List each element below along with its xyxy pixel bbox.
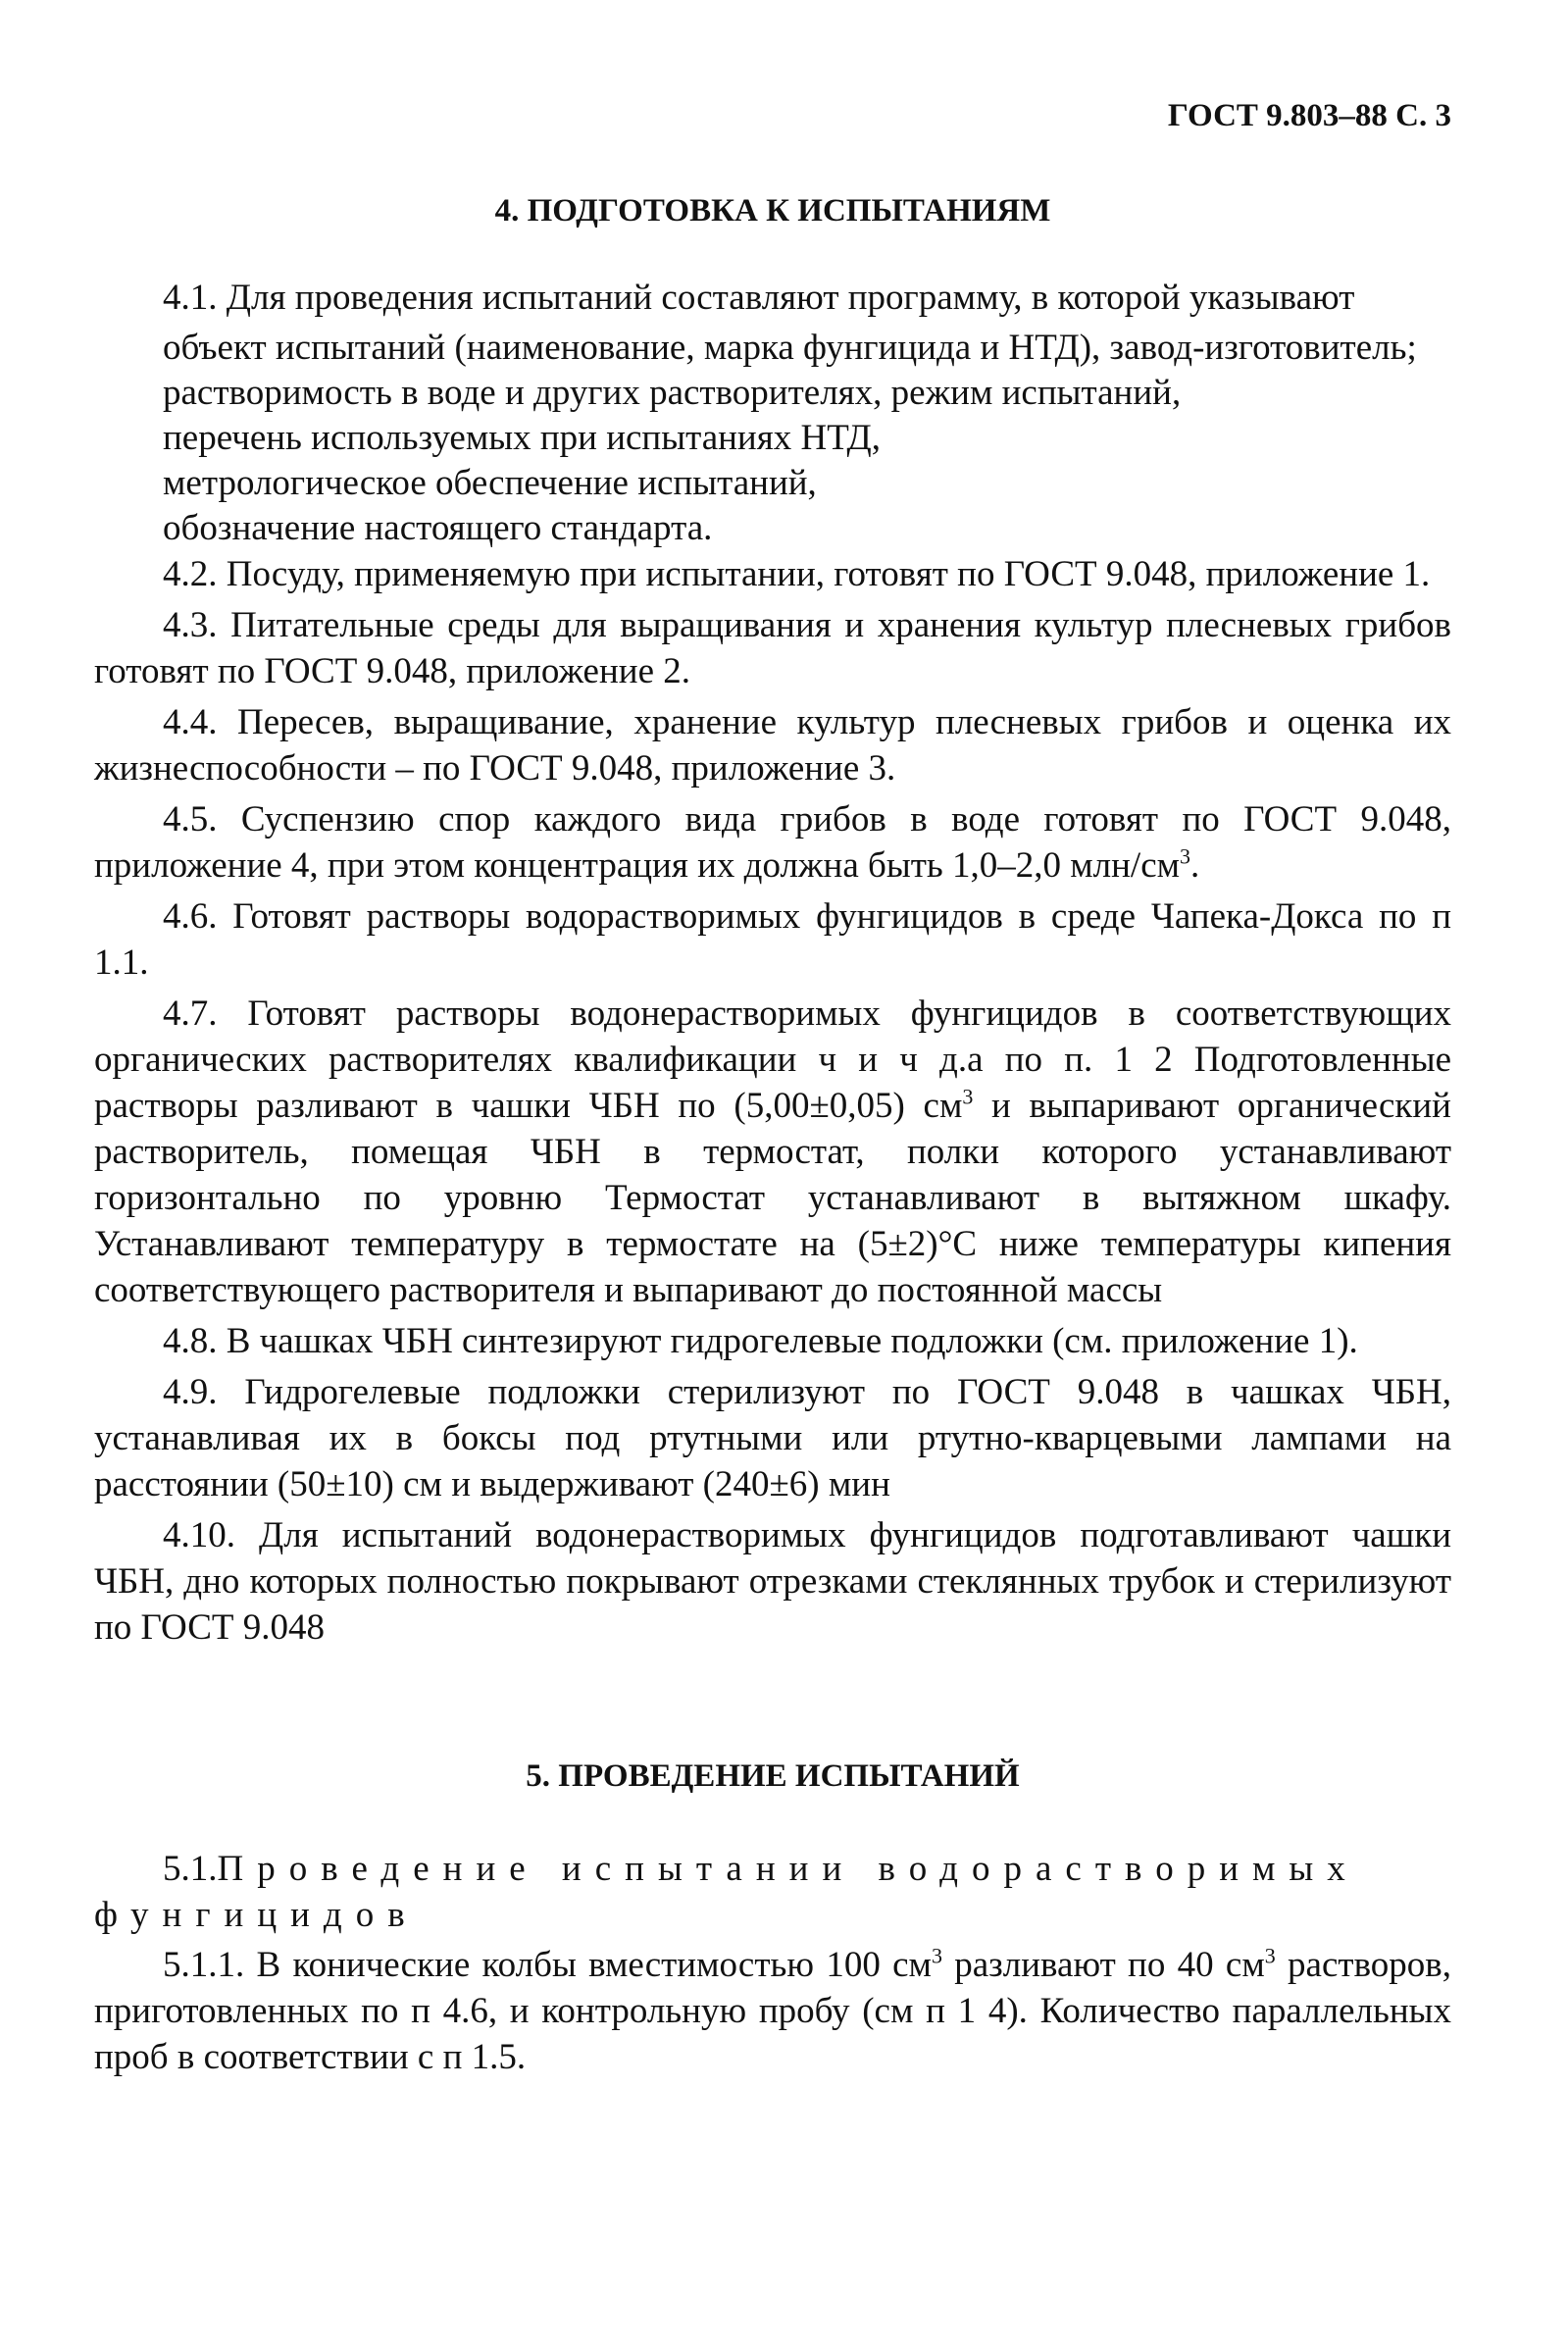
clause-4-1-item: обозначение настоящего стандарта. xyxy=(163,508,713,548)
clause-4-1-item: метрологическое обеспечение испытаний, xyxy=(163,463,817,503)
clause-4-1-intro: 4.1. Для проведения испытаний составляют программу, в которой указывают xyxy=(163,278,1355,318)
clause-4-1-item: перечень используемых при испытаниях НТД, xyxy=(163,418,881,458)
clause-4-1-list xyxy=(94,326,1451,551)
clause-4-6: 4.6. Готовят растворы водорастворимых фунгицидов в среде Чапека-Докса по п 1.1. xyxy=(94,896,1451,983)
clause-4-7 xyxy=(94,991,1451,1313)
clause-4-4: 4.4. Пересев, выращивание, хранение культур плесневых грибов и оценка их жизнеспособности – по ГОСТ 9.048, приложение 3. xyxy=(94,702,1451,789)
clause-5-1-1-part2: разливают по 40 см xyxy=(941,1945,1265,1985)
clause-4-5 xyxy=(94,796,1451,889)
clause-4-1-item: растворимость в воде и других растворителях, режим испытаний, xyxy=(163,373,1182,413)
clause-4-10: 4.10. Для испытаний водонерастворимых фунгицидов подготавливают чашки ЧБН, дно которых полностью покрывают отрезками стеклянных трубок и стерилизуют по ГОСТ 9.048 xyxy=(94,1515,1451,1648)
clause-5-1-1-part1: 5.1.1. В конические колбы вместимостью 100 см xyxy=(163,1945,932,1985)
clause-5-1-1 xyxy=(94,1942,1451,2080)
superscript: 3 xyxy=(1264,1943,1276,1968)
running-header: ГОСТ 9.803–88 С. 3 xyxy=(1167,98,1451,133)
document-page xyxy=(94,98,1451,2085)
section-4-title: 4. ПОДГОТОВКА К ИСПЫТАНИЯМ xyxy=(494,193,1051,229)
clause-4-5-text: 4.5. Суспензию спор каждого вида грибов в воде готовят по ГОСТ 9.048, приложение 4, при этом концентрация их должна быть 1,0–2,0 млн/см xyxy=(94,799,1451,886)
superscript: 3 xyxy=(1180,843,1191,869)
clause-4-7-part2: и выпаривают органический растворитель, помещая ЧБН в термостат, полки которого устанавливают горизонтально по уровню Термостат устанавливают в вытяжном шкафу. Устанавливают температуру в термостате на (5±2)°С ниже температуры кипения соответствующего растворителя и выпаривают до постоянной массы xyxy=(94,1086,1451,1310)
clause-5-1-1-part3: растворов, приготовленных по п 4.6, и контрольную пробу (см п 1 4). Количество параллельных проб в соответствии с п 1.5. xyxy=(94,1945,1452,2077)
superscript: 3 xyxy=(931,1943,942,1968)
clause-4-1-item: объект испытаний (наименование, марка фунгицида и НТД), завод-изготовитель; xyxy=(163,328,1417,368)
clause-4-2: 4.2. Посуду, применяемую при испытании, готовят по ГОСТ 9.048, приложение 1. xyxy=(163,554,1431,594)
clause-4-5-tail: . xyxy=(1190,845,1200,886)
subsection-5-1-text: Проведение испытании водорастворимых фунгицидов xyxy=(94,1849,1359,1935)
clause-4-7-part1: 4.7. Готовят растворы водонерастворимых фунгицидов в соответствующих органических растворителях квалификации ч и ч д.а по п. 1 2 Подготовленные растворы разливают в чашки ЧБН по (5,00±0,05) см xyxy=(94,993,1451,1126)
superscript: 3 xyxy=(962,1084,974,1109)
subsection-5-1-number: 5.1. xyxy=(163,1849,218,1889)
clause-4-9: 4.9. Гидрогелевые подложки стерилизуют по ГОСТ 9.048 в чашках ЧБН, устанавливая их в боксы под ртутными или ртутно-кварцевыми лампами на расстоянии (50±10) см и выдерживают (240±6) мин xyxy=(94,1372,1451,1504)
section-5-title: 5. ПРОВЕДЕНИЕ ИСПЫТАНИЙ xyxy=(526,1758,1020,1794)
clause-4-3: 4.3. Питательные среды для выращивания и хранения культур плесневых грибов готовят по ГОСТ 9.048, приложение 2. xyxy=(94,605,1451,691)
subsection-5-1-title xyxy=(94,1846,1451,1938)
clause-4-8: 4.8. В чашках ЧБН синтезируют гидрогелевые подложки (см. приложение 1). xyxy=(163,1321,1358,1361)
